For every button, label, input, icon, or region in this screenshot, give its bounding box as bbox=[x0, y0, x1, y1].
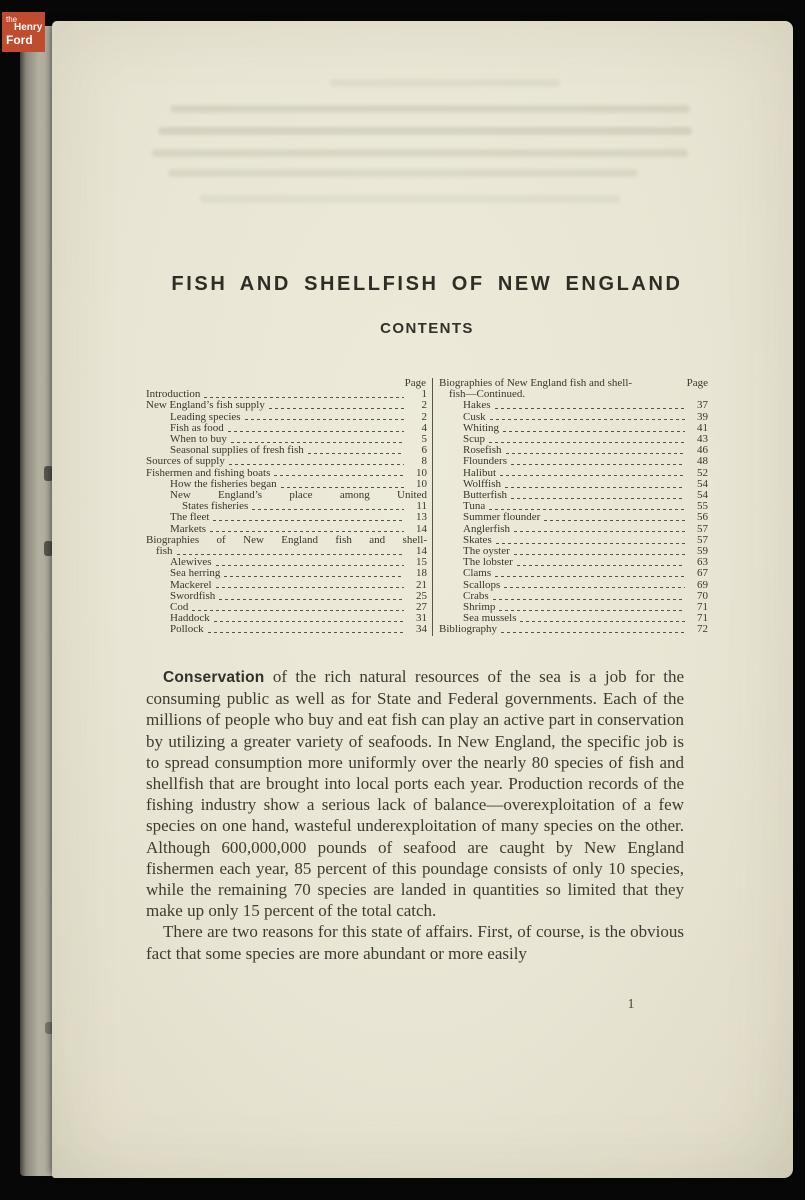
toc-left-column bbox=[146, 378, 427, 636]
paragraph-1-text: of the rich natural resources of the sea is a job for the consuming public as well as for State and Federal governments. Each of the millions of people who buy and eat fish can play an active part in conservation by utilizing a greater variety of seafoods. In New England, the specific job is to spread consumption more uniformly over the nearly 80 species of fish and shellfish that are brought into local ports each year. Production records of the fishing industry show a serious lack of balance—overexploitation of a few species on one hand, wasteful underexploitation of many species on the other. Although 600,000,000 pounds of seafood are caught by New England fishermen each year, 85 percent of this poundage consists of only 10 species, while the remaining 70 species are landed in quantities so limited that they make up only 15 percent of the total catch. bbox=[146, 667, 684, 921]
toc-entry-label: Leading species bbox=[170, 410, 241, 423]
toc-entry-page: 59 bbox=[697, 545, 708, 558]
toc-entry-label: Whiting bbox=[463, 421, 500, 434]
dot-leader bbox=[274, 475, 404, 476]
body-paragraph-1 bbox=[146, 666, 684, 921]
toc-entry-label: Sea mussels bbox=[463, 612, 517, 625]
dot-leader bbox=[229, 464, 404, 465]
toc-entry-label: Pollock bbox=[170, 623, 204, 636]
toc-entry-label: Mackerel bbox=[170, 578, 212, 591]
toc-entry-label: Hakes bbox=[463, 399, 491, 412]
toc-entry bbox=[439, 624, 708, 635]
book-page bbox=[52, 21, 793, 1178]
dot-leader bbox=[219, 599, 404, 600]
dot-leader bbox=[514, 531, 685, 532]
toc-right-header-continued: fish—Continued. bbox=[449, 388, 526, 401]
toc-entry-label: Swordfish bbox=[170, 589, 216, 602]
toc-entry-page: 54 bbox=[697, 489, 708, 502]
toc-entry-page: 57 bbox=[697, 522, 708, 535]
dot-leader bbox=[269, 408, 404, 409]
toc-entry-label: Sea herring bbox=[170, 567, 221, 580]
toc-entry-page: 48 bbox=[697, 455, 708, 468]
dot-leader bbox=[213, 520, 404, 521]
toc-entry-label: Anglerfish bbox=[463, 522, 511, 535]
logo-word-ford: Ford bbox=[6, 33, 33, 47]
toc-entry-label: New England’s place among United bbox=[170, 489, 427, 502]
dot-leader bbox=[177, 554, 405, 555]
toc-entry-page: 63 bbox=[697, 556, 708, 569]
dot-leader bbox=[517, 565, 685, 566]
toc-entry-page: 43 bbox=[697, 433, 708, 446]
dot-leader bbox=[245, 419, 404, 420]
toc-entry-page: 27 bbox=[416, 601, 427, 614]
bleed-through-line bbox=[170, 105, 690, 113]
toc-entry bbox=[439, 400, 708, 411]
dot-leader bbox=[252, 509, 404, 510]
toc-entry-label: Flounders bbox=[463, 455, 507, 468]
toc-entry-label: Alewives bbox=[170, 556, 212, 569]
bleed-through-line bbox=[168, 169, 638, 177]
dot-leader bbox=[281, 487, 404, 488]
toc-entry-page: 10 bbox=[416, 477, 427, 490]
toc-entry-page: 71 bbox=[697, 601, 708, 614]
toc-entry-page: 39 bbox=[697, 410, 708, 423]
toc-entry bbox=[439, 512, 708, 523]
logo-word-henry: Henry bbox=[14, 22, 43, 33]
bleed-through-line bbox=[200, 195, 620, 203]
toc-entry-label: Summer flounder bbox=[463, 511, 541, 524]
toc-left-entries bbox=[146, 389, 427, 635]
dot-leader bbox=[495, 408, 686, 409]
dot-leader bbox=[504, 587, 685, 588]
toc-entry-label: Cusk bbox=[463, 410, 486, 423]
toc-right-entries bbox=[439, 400, 708, 635]
toc-entry-page: 52 bbox=[697, 466, 708, 479]
toc-entry-label: States fisheries bbox=[182, 500, 249, 513]
toc-entry-page: 5 bbox=[421, 433, 427, 446]
dot-leader bbox=[204, 397, 404, 398]
logo-word-the: the bbox=[6, 15, 18, 24]
toc-entry-page: 2 bbox=[421, 399, 427, 412]
toc-entry-page: 55 bbox=[697, 500, 708, 513]
toc-entry-page: 8 bbox=[421, 455, 427, 468]
toc-entry-page: 18 bbox=[416, 567, 427, 580]
toc-entry-page: 54 bbox=[697, 477, 708, 490]
dot-leader bbox=[214, 621, 404, 622]
toc-entry-label: Scup bbox=[463, 433, 485, 446]
toc-entry-page: 34 bbox=[416, 623, 427, 636]
toc-entry-label: Crabs bbox=[463, 589, 489, 602]
toc-entry-label: Bibliography bbox=[439, 623, 498, 636]
toc-entry-label: New England’s fish supply bbox=[146, 399, 265, 412]
toc-entry-label: Rosefish bbox=[463, 444, 502, 457]
toc-entry-label: Biographies of New England fish and shell- bbox=[146, 533, 427, 546]
dot-leader bbox=[493, 599, 685, 600]
toc-entry-page: 31 bbox=[416, 612, 427, 625]
toc-entry-page: 56 bbox=[697, 511, 708, 524]
toc-entry-page: 14 bbox=[416, 545, 427, 558]
spacer bbox=[632, 378, 687, 389]
bleed-through-line bbox=[158, 127, 692, 135]
toc-entry-page: 37 bbox=[697, 399, 708, 412]
dot-leader bbox=[520, 621, 685, 622]
toc-entry-page: 41 bbox=[697, 421, 708, 434]
toc-entry-label: The oyster bbox=[463, 545, 510, 558]
toc-entry-page: 72 bbox=[697, 623, 708, 636]
toc-entry-page: 67 bbox=[697, 567, 708, 580]
toc-entry-label: Tuna bbox=[463, 500, 486, 513]
toc-entry-label: Wolffish bbox=[463, 477, 502, 490]
toc-entry bbox=[146, 568, 427, 579]
bleed-through-line bbox=[330, 79, 560, 87]
dot-leader bbox=[228, 431, 404, 432]
bleed-through-line bbox=[152, 149, 688, 157]
toc-entry bbox=[439, 456, 708, 467]
toc-entry-page: 1 bbox=[421, 388, 427, 401]
toc-entry-page: 2 bbox=[421, 410, 427, 423]
toc-entry-label: When to buy bbox=[170, 433, 227, 446]
toc-entry-label: Shrimp bbox=[463, 601, 496, 614]
toc-page-column-label: Page bbox=[686, 377, 708, 389]
contents-heading: CONTENTS bbox=[380, 320, 474, 337]
body-paragraph-2: There are two reasons for this state of affairs. First, of course, is the obvious fact that some species are more abundant or more easily bbox=[146, 922, 684, 963]
dot-leader bbox=[216, 587, 404, 588]
toc-entry-label: The lobster bbox=[463, 556, 513, 569]
toc-entry-page: 57 bbox=[697, 533, 708, 546]
dot-leader bbox=[490, 419, 685, 420]
dot-leader bbox=[511, 498, 685, 499]
toc-entry bbox=[146, 591, 427, 602]
toc-page-column-label: Page bbox=[404, 377, 426, 389]
dot-leader bbox=[501, 632, 685, 633]
toc-entry-label: Fishermen and fishing boats bbox=[146, 466, 271, 479]
page-title: FISH AND SHELLFISH OF NEW ENGLAND bbox=[171, 273, 683, 295]
toc-entry-label: Halibut bbox=[463, 466, 496, 479]
toc-entry-page: 69 bbox=[697, 578, 708, 591]
dot-leader bbox=[511, 464, 685, 465]
toc-entry-page: 14 bbox=[416, 522, 427, 535]
toc-entry-page: 6 bbox=[421, 444, 427, 457]
dot-leader bbox=[224, 576, 404, 577]
toc-entry-page: 25 bbox=[416, 589, 427, 602]
toc-entry bbox=[439, 568, 708, 579]
toc-entry-page: 15 bbox=[416, 556, 427, 569]
toc-entry-label: Markets bbox=[170, 522, 207, 535]
toc-right-column bbox=[432, 378, 708, 636]
paragraph-lead-word: Conservation bbox=[163, 669, 265, 686]
toc-entry-label: Butterfish bbox=[463, 489, 507, 502]
toc-entry bbox=[146, 400, 427, 411]
toc-entry bbox=[146, 535, 427, 546]
toc-entry-label: Seasonal supplies of fresh fish bbox=[170, 444, 304, 457]
dot-leader bbox=[506, 453, 686, 454]
page-number: 1 bbox=[627, 996, 635, 1011]
toc-entry-page: 71 bbox=[697, 612, 708, 625]
toc-entry bbox=[146, 512, 427, 523]
toc-entry bbox=[146, 456, 427, 467]
dot-leader bbox=[505, 487, 685, 488]
dot-leader bbox=[208, 632, 404, 633]
dot-leader bbox=[503, 431, 685, 432]
toc-entry-label: Fish as food bbox=[170, 421, 224, 434]
dot-leader bbox=[489, 509, 685, 510]
dot-leader bbox=[231, 442, 404, 443]
toc-entry bbox=[146, 624, 427, 635]
dot-leader bbox=[495, 576, 685, 577]
toc-entry-label: Haddock bbox=[170, 612, 210, 625]
dot-leader bbox=[216, 565, 404, 566]
toc-entry-label: fish bbox=[156, 545, 173, 558]
dot-leader bbox=[496, 543, 685, 544]
toc-entry-label: Cod bbox=[170, 601, 189, 614]
toc-entry-page: 4 bbox=[421, 421, 427, 434]
toc-right-header-text: Biographies of New England fish and shell- bbox=[439, 377, 633, 389]
dot-leader bbox=[192, 610, 404, 611]
dot-leader bbox=[514, 554, 685, 555]
toc-entry-page: 11 bbox=[416, 500, 427, 513]
dot-leader bbox=[308, 453, 404, 454]
toc-entry-label: Scallops bbox=[463, 578, 501, 591]
toc-entry-label: The fleet bbox=[170, 511, 210, 524]
dot-leader bbox=[499, 610, 685, 611]
toc-entry-page: 70 bbox=[697, 589, 708, 602]
dot-leader bbox=[500, 475, 685, 476]
toc-entry-page: 10 bbox=[416, 466, 427, 479]
toc-entry-label: Sources of supply bbox=[146, 455, 225, 468]
henry-ford-logo bbox=[2, 12, 45, 52]
toc-entry-label: How the fisheries began bbox=[170, 477, 277, 490]
table-of-contents bbox=[146, 378, 708, 636]
dot-leader bbox=[544, 520, 685, 521]
dot-leader bbox=[210, 531, 404, 532]
toc-entry-page: 13 bbox=[416, 511, 427, 524]
toc-entry-label: Clams bbox=[463, 567, 492, 580]
dot-leader bbox=[489, 442, 685, 443]
page-stack-edge bbox=[20, 26, 54, 1176]
body-text bbox=[146, 666, 684, 964]
toc-entry-label: Introduction bbox=[146, 388, 201, 401]
toc-entry-label: Skates bbox=[463, 533, 492, 546]
toc-entry-page: 21 bbox=[416, 578, 427, 591]
toc-entry-page: 46 bbox=[697, 444, 708, 457]
